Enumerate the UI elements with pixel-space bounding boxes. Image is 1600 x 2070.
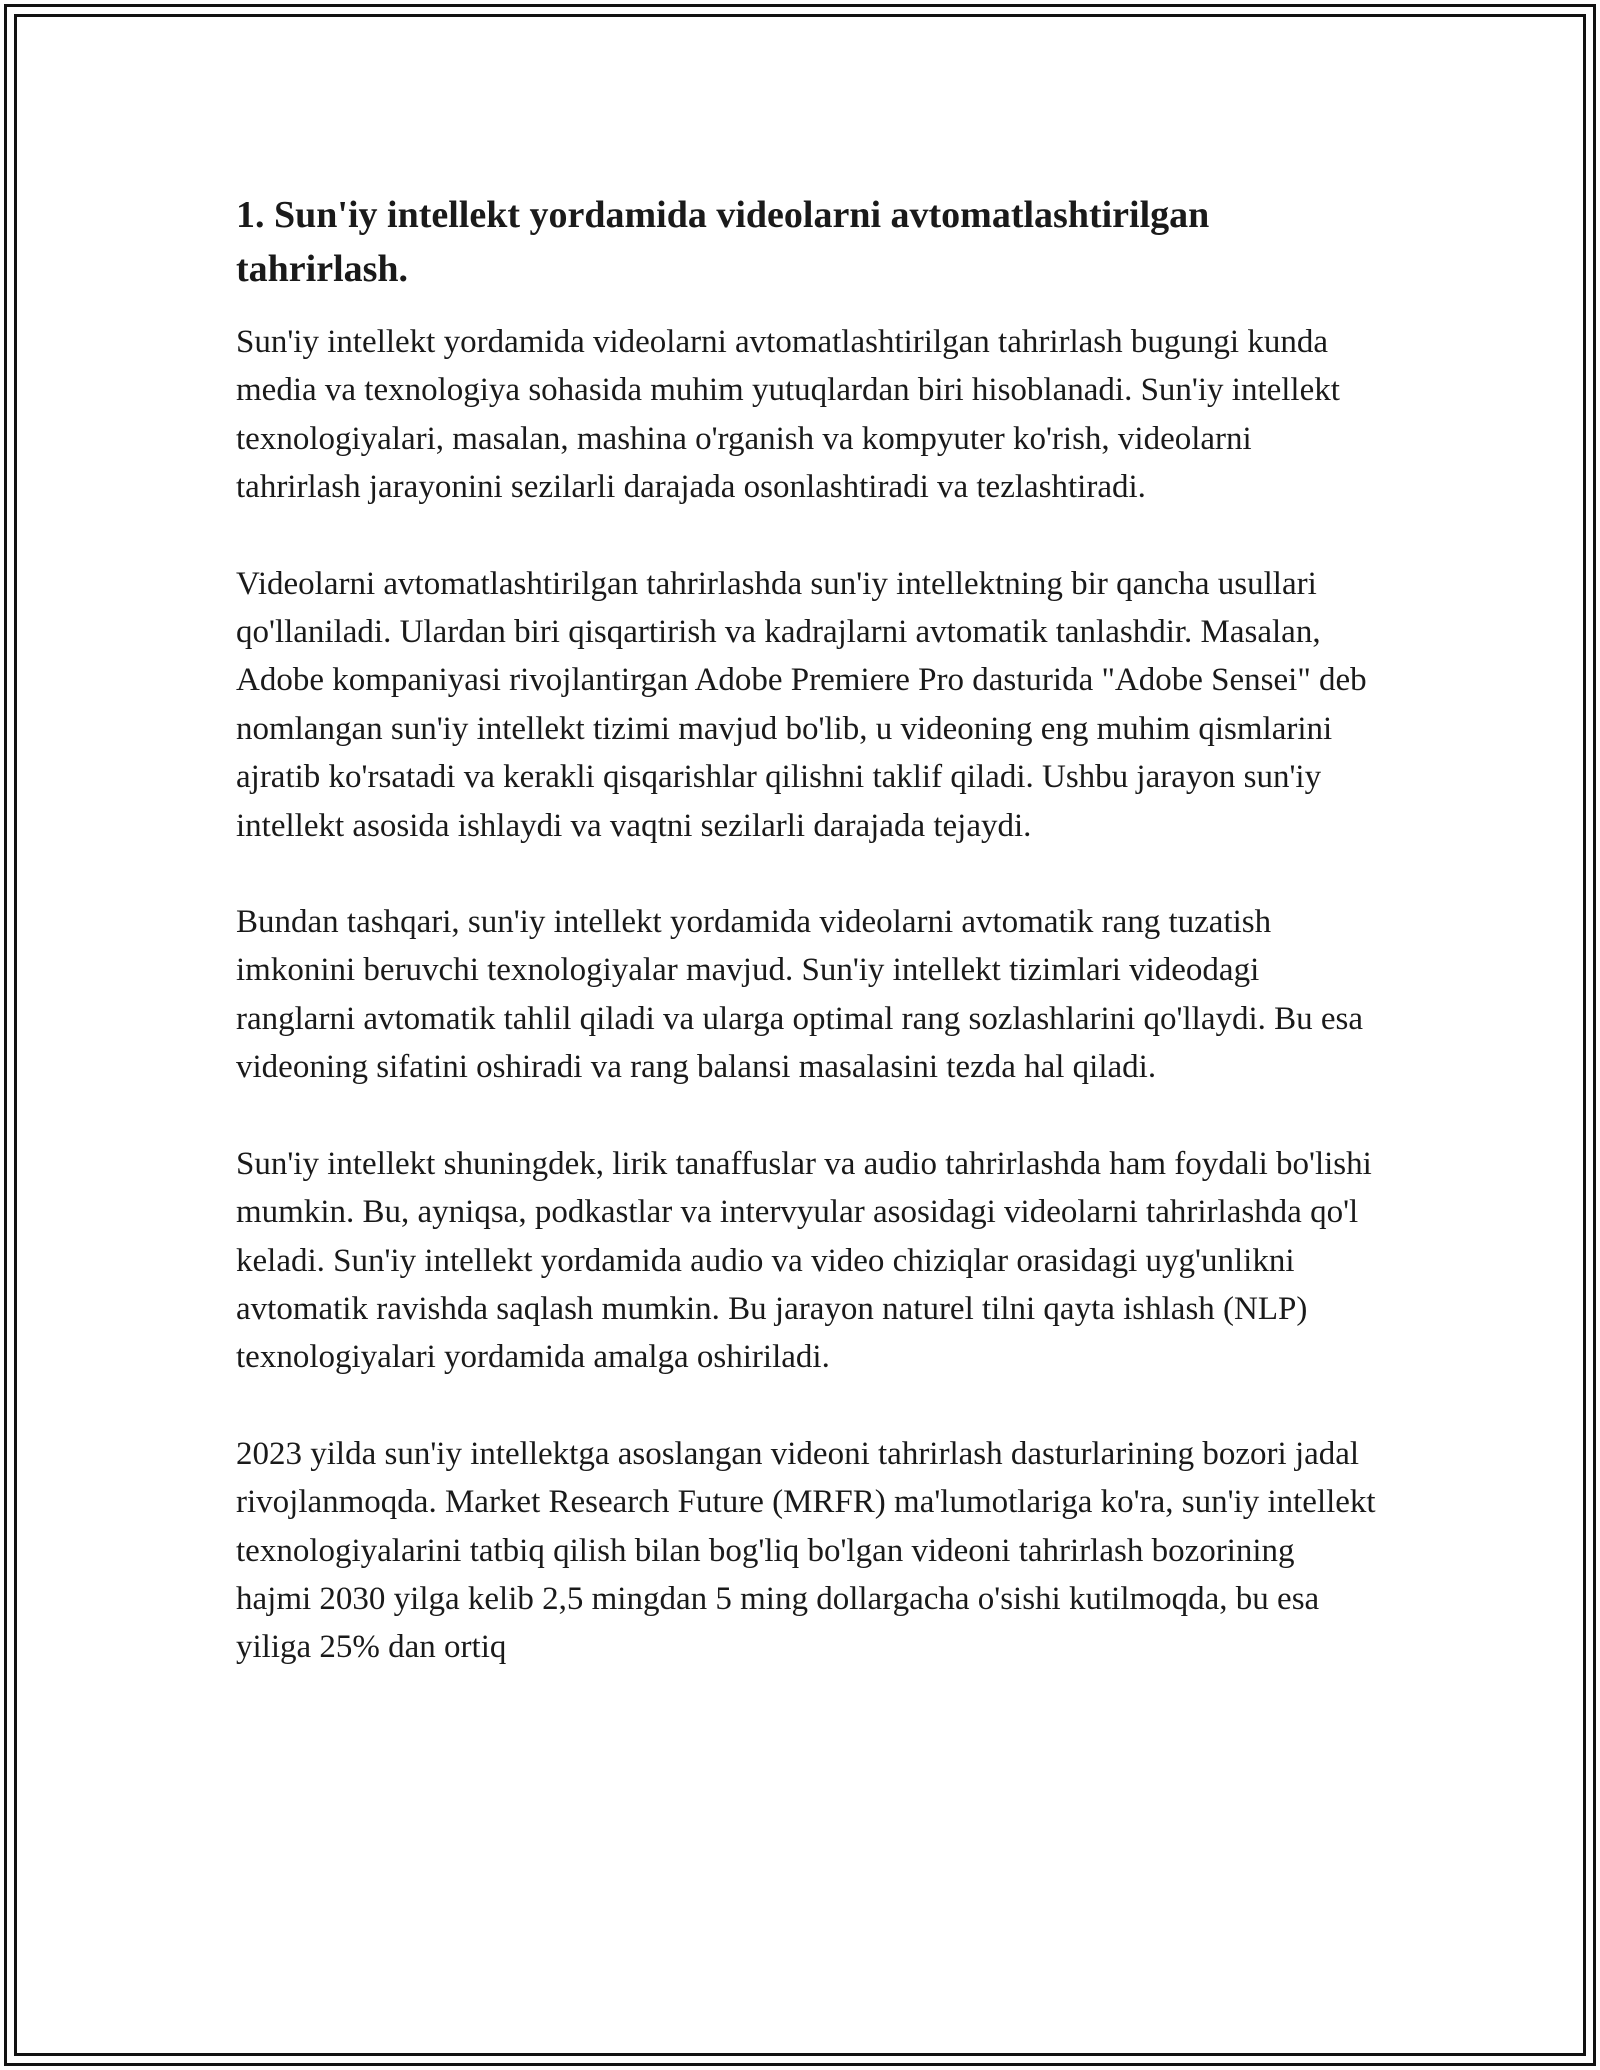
- section-heading: 1. Sun'iy intellekt yordamida videolarni avtomatlashtirilgan tahrirlash.: [236, 194, 1210, 290]
- paragraph-4: Sun'iy intellekt shuningdek, lirik tanaffuslar va audio tahrirlashda ham foydali bo'lishi mumkin. Bu, ayniqsa, podkastlar va intervyular asosidagi videolarni tahrirlashda qo'l keladi. Sun'iy intellekt yordamida audio va video chiziqlar orasidagi uyg'unlikni avtomatik ravishda saqlash mumkin. Bu jarayon naturel tilni qayta ishlash (NLP) texnologiyalari yordamida amalga oshiriladi.: [236, 1145, 1372, 1376]
- paragraph-5: 2023 yilda sun'iy intellektga asoslangan videoni tahrirlash dasturlarining bozori jadal rivojlanmoqda. Market Research Future (MRFR) ma'lumotlariga ko'ra, sun'iy intellekt texnologiyalarini tatbiq qilish bilan bog'liq bo'lgan videoni tahrirlash bozorining hajmi 2030 yilga kelib 2,5 mingdan 5 ming dollargacha o'sishi kutilmoqda, bu esa yiliga 25% dan ortiq: [236, 1435, 1376, 1666]
- paragraph-2: Videolarni avtomatlashtirilgan tahrirlashda sun'iy intellektning bir qancha usullari qo'llaniladi. Ulardan biri qisqartirish va kadrajlarni avtomatik tanlashdir. Masalan, Adobe kompaniyasi rivojlantirgan Adobe Premiere Pro dasturida "Adobe Sensei" deb nomlangan sun'iy intellekt tizimi mavjud bo'lib, u videoning eng muhim qismlarini ajratib ko'rsatadi va kerakli qisqarishlar qilishni taklif qiladi. Ushbu jarayon sun'iy intellekt asosida ishlaydi va vaqtni sezilarli darajada tejaydi.: [236, 565, 1367, 844]
- paragraph-3: Bundan tashqari, sun'iy intellekt yordamida videolarni avtomatik rang tuzatish imkonini beruvchi texnologiyalar mavjud. Sun'iy intellekt tizimlari videodagi ranglarni avtomatik tahlil qiladi va ularga optimal rang sozlashlarini qo'llaydi. Bu esa videoning sifatini oshiradi va rang balansi masalasini tezda hal qiladi.: [236, 904, 1364, 1086]
- document-body: [236, 188, 1376, 1672]
- paragraph-1: Sun'iy intellekt yordamida videolarni avtomatlashtirilgan tahrirlash bugungi kunda media va texnologiya sohasida muhim yutuqlardan biri hisoblanadi. Sun'iy intellekt texnologiyalari, masalan, mashina o'rganish va kompyuter ko'rish, videolarni tahrirlash jarayonini sezilarli darajada osonlashtiradi va tezlashtiradi.: [236, 324, 1340, 506]
